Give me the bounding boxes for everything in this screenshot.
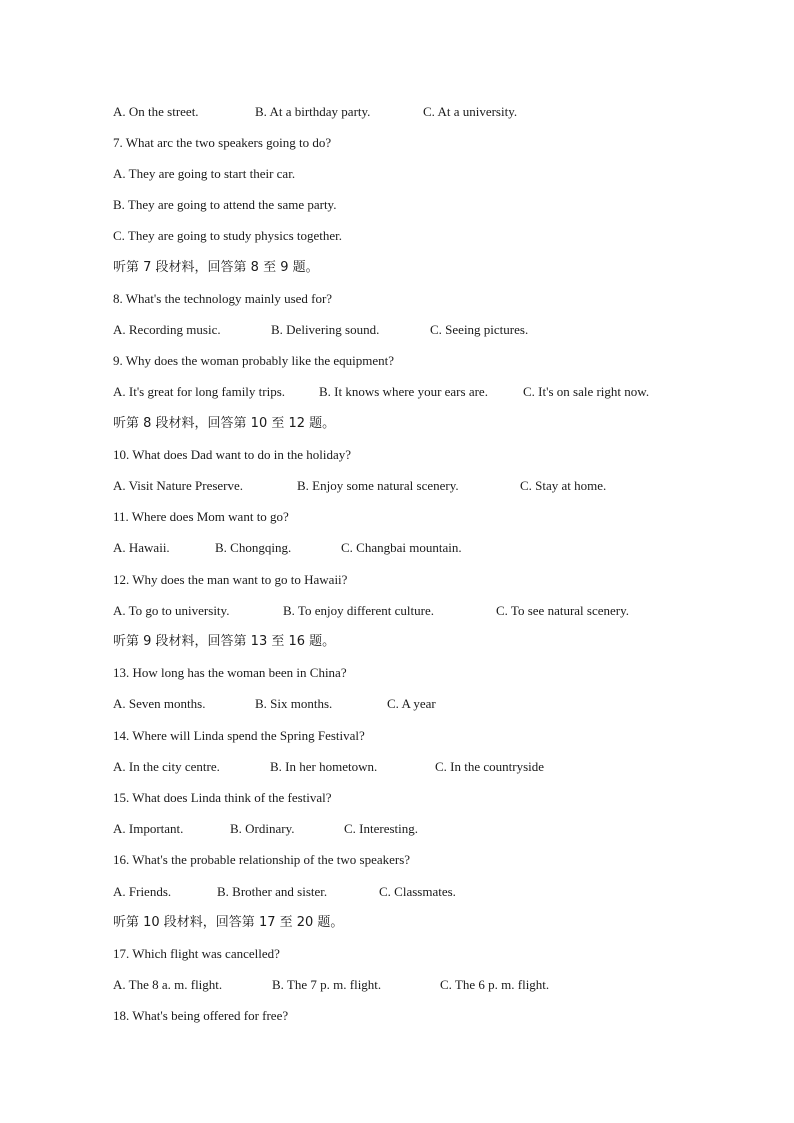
- option-a: A. In the city centre.: [113, 759, 220, 774]
- option-b: B. Brother and sister.: [217, 884, 328, 899]
- question-7: 7. What arc the two speakers going to do?: [113, 135, 332, 150]
- option-b: B. Six months.: [255, 696, 333, 711]
- option-c: C. Stay at home.: [520, 478, 607, 493]
- question-10: 10. What does Dad want to do in the holiday?: [113, 447, 352, 462]
- option-b: B. In her hometown.: [270, 759, 378, 774]
- option-b: B. At a birthday party.: [255, 104, 371, 119]
- option-b: B. Enjoy some natural scenery.: [297, 478, 459, 493]
- question-12: 12. Why does the man want to go to Hawaii?: [113, 572, 348, 587]
- option-c: C. To see natural scenery.: [496, 603, 630, 618]
- question-13: 13. How long has the woman been in China?: [113, 665, 347, 680]
- question-14: 14. Where will Linda spend the Spring Festival?: [113, 728, 365, 743]
- option-a: A. It's great for long family trips.: [113, 384, 286, 399]
- option-a: A. Friends.: [113, 884, 172, 899]
- option-c: C. At a university.: [423, 104, 518, 119]
- question-15: 15. What does Linda think of the festival?: [113, 790, 332, 805]
- question-18: 18. What's being offered for free?: [113, 1008, 289, 1023]
- section-heading: 听第 8 段材料，回答第 10 至 12 题。: [113, 416, 336, 431]
- option-b: B. Ordinary.: [230, 821, 295, 836]
- question-16: 16. What's the probable relationship of the two speakers?: [113, 852, 411, 867]
- option-a: A. On the street.: [113, 104, 199, 119]
- question-11: 11. Where does Mom want to go?: [113, 509, 289, 524]
- option-b: B. To enjoy different culture.: [283, 603, 434, 618]
- option-c: C. They are going to study physics together.: [113, 228, 343, 243]
- option-a: A. Seven months.: [113, 696, 206, 711]
- option-b: B. Chongqing.: [215, 540, 292, 555]
- option-a: A. The 8 a. m. flight.: [113, 977, 223, 992]
- option-c: C. It's on sale right now.: [523, 384, 650, 399]
- question-8: 8. What's the technology mainly used for?: [113, 291, 333, 306]
- option-a: A. To go to university.: [113, 603, 230, 618]
- option-c: C. In the countryside: [435, 759, 545, 774]
- option-b: B. It knows where your ears are.: [319, 384, 488, 399]
- option-b: B. They are going to attend the same party.: [113, 197, 337, 212]
- option-a: A. Visit Nature Preserve.: [113, 478, 244, 493]
- option-a: A. They are going to start their car.: [113, 166, 296, 181]
- option-c: C. The 6 p. m. flight.: [440, 977, 550, 992]
- section-heading: 听第 9 段材料，回答第 13 至 16 题。: [113, 634, 336, 649]
- option-a: A. Hawaii.: [113, 540, 170, 555]
- option-c: C. Classmates.: [379, 884, 456, 899]
- option-c: C. Changbai mountain.: [341, 540, 462, 555]
- section-heading: 听第 10 段材料，回答第 17 至 20 题。: [113, 915, 344, 930]
- option-c: C. A year: [387, 696, 436, 711]
- option-a: A. Recording music.: [113, 322, 221, 337]
- option-b: B. Delivering sound.: [271, 322, 380, 337]
- option-b: B. The 7 p. m. flight.: [272, 977, 382, 992]
- option-c: C. Seeing pictures.: [430, 322, 529, 337]
- option-a: A. Important.: [113, 821, 184, 836]
- option-c: C. Interesting.: [344, 821, 419, 836]
- question-9: 9. Why does the woman probably like the equipment?: [113, 353, 394, 368]
- question-17: 17. Which flight was cancelled?: [113, 946, 280, 961]
- section-heading: 听第 7 段材料，回答第 8 至 9 题。: [113, 260, 319, 275]
